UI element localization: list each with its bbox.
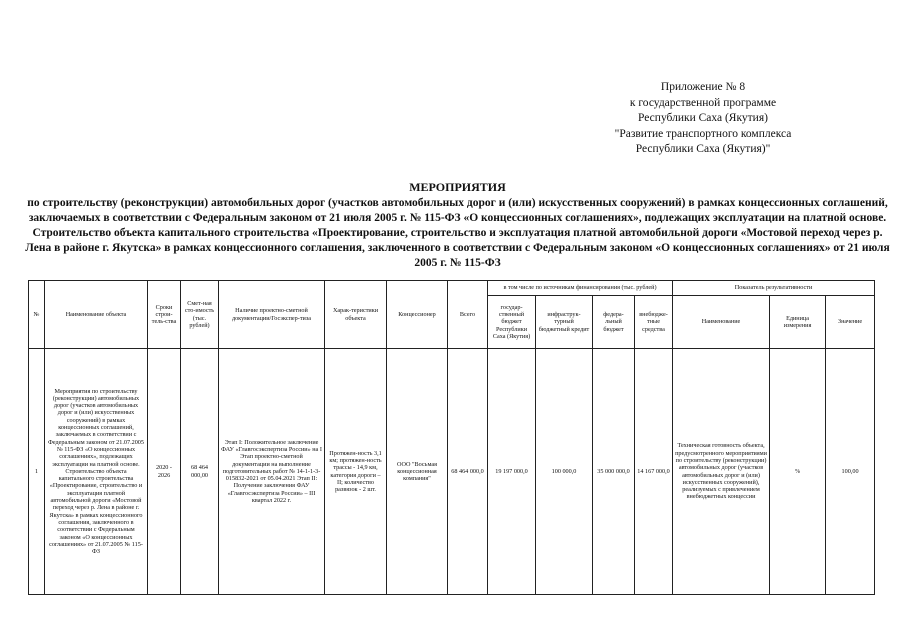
header-total: Всего [448, 281, 488, 349]
appendix-line: к государственной программе [629, 96, 777, 109]
header-res-value: Значение [826, 296, 875, 349]
cell-extra: 14 167 000,0 [635, 349, 673, 595]
cell-budget-rs: 19 197 000,0 [488, 349, 536, 595]
title-subtitle: по строительству (реконструкции) автомобильных дорог (участков автомобильных дорог и (или) искусственных сооружений) в рамках концессионных соглашений, заключаемых в соответствии с Федеральным законом от 21 июля 2005 г. № 115-ФЗ «О концессионных соглашениях», подлежащих эксплуатации на платной основе. Строительство объекта капитального строительства «Проектирование, строительство и эксплуатация платной автомобильной дороги «Мостовой переход через р. Лена в районе г. Якутска» в рамках концессионного соглашения, заключенного в соответствии с Федеральным законом «О концессионных соглашениях» от 21 июля 2005 г. № 115-ФЗ [25, 197, 890, 269]
header-conc: Концессионер [387, 281, 448, 349]
cell-char: Протяжен-ность 3,1 км; протяжен-ность трассы - 14,9 км, категория дороги – II; количество развязок - 2 шт. [325, 349, 387, 595]
header-result-group: Показатель результативности [673, 281, 875, 296]
appendix-line: Республики Саха (Якутия) [638, 112, 768, 124]
measures-table [28, 280, 875, 595]
cell-res-unit: % [770, 349, 826, 595]
header-char: Харак-теристики объекта [325, 281, 387, 349]
cell-res-name: Техническая готовность объекта, предусмотренного мероприятиями по строительству (реконструкции) автомобильных дорог (участков автомобильных дорог и (или) искусственных сооружений), реализуемых с привлечением внебюджетных концессии [673, 349, 770, 595]
document-title [20, 180, 895, 271]
header-res-unit: Единица измерения [770, 296, 826, 349]
cell-num: 1 [29, 349, 45, 595]
header-term: Сроки строи-тель-ства [148, 281, 181, 349]
appendix-line: "Развитие транспортного комплекса [614, 127, 792, 140]
header-federal: федера-льный бюджет [593, 296, 635, 349]
header-extra: внебюдже-тные средства [635, 296, 673, 349]
header-res-name: Наименование [673, 296, 770, 349]
header-name: Наименование объекта [45, 281, 148, 349]
cell-name: Мероприятия по строительству (реконструкции) автомобильных дорог (участков автомобильных дорог и (или) искусственных сооружений) в рамках концессионных соглашений, заключаемых в соответствии с Федеральным законом от 21.07.2005 № 115-ФЗ «О концессионных соглашениях», подлежащих эксплуатации на платной основе. Строительство объекта капитального строительства «Проектирование, строительство и эксплуатация платной автомобильной дороги «Мостовой переход через р. Лена в районе г. Якутска» в рамках концессионного соглашения, заключенного в соответствии с Федеральным законом «О концессионных соглашениях» от 21.07.2005 № 115-ФЗ [45, 349, 148, 595]
cell-cost: 68 464 000,00 [181, 349, 219, 595]
header-row [29, 281, 875, 296]
header-cost: Смет-ная сто-имость (тыс. рублей) [181, 281, 219, 349]
appendix-line: Приложение № 8 [660, 81, 746, 93]
cell-total: 68 464 000,0 [448, 349, 488, 595]
cell-infra: 100 000,0 [536, 349, 593, 595]
appendix-block [588, 80, 818, 158]
title-heading: МЕРОПРИЯТИЯ [409, 180, 506, 194]
cell-conc: ООО "Восьмая концессионная компания" [387, 349, 448, 595]
header-infra: инфраструк-турный бюджетный кредит [536, 296, 593, 349]
header-budget-rs: государ-ственный бюджет Республики Саха (Якутия) [488, 296, 536, 349]
cell-res-value: 100,00 [826, 349, 875, 595]
cell-federal: 35 000 000,0 [593, 349, 635, 595]
header-psd: Наличие проектно-сметной документации/Госэкспер-тиза [219, 281, 325, 349]
cell-term: 2020 - 2026 [148, 349, 181, 595]
cell-psd: Этап I: Положительное заключение ФАУ «Главгосэкспертиза России» на I Этап проектно-сметной документации на выполнение подготовительных работ № 14-1-1-3-015832-2021 от 05.04.2021 Этап II: Получение заключения ФАУ «Главгосэкспертиза России» – III квартал 2022 г. [219, 349, 325, 595]
table-row [29, 349, 875, 595]
appendix-line: Республики Саха (Якутия)" [635, 143, 771, 155]
header-num: № [29, 281, 45, 349]
header-sources-group: в том числе по источникам финансирования (тыс. рублей) [488, 281, 673, 296]
